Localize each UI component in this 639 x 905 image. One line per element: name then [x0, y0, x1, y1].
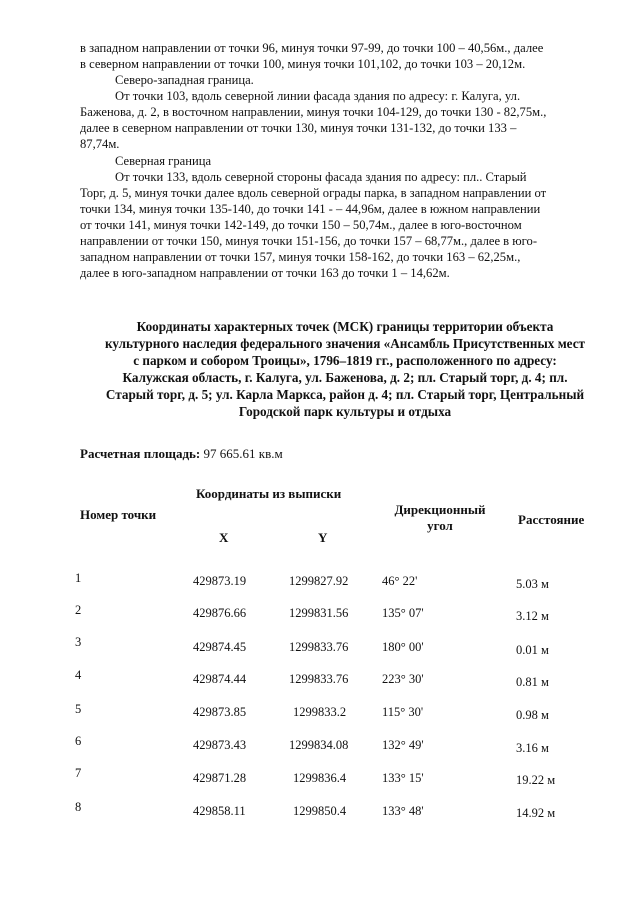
- cell-y: 1299827.92: [289, 574, 349, 588]
- cell-angle: 133° 15': [382, 771, 424, 785]
- north-line: Торг, д. 5, минуя точки далее вдоль северной ограды парка, в западном направлении от: [80, 186, 547, 200]
- cell-angle: 180° 00': [382, 640, 424, 654]
- cell-y: 1299834.08: [289, 738, 349, 752]
- cell-point-number: 3: [75, 635, 82, 649]
- cell-y: 1299833.2: [293, 705, 347, 719]
- north-line: далее в юго-западном направлении от точки 163 до точки 1 – 14,62м.: [80, 266, 450, 280]
- cell-x: 429873.43: [193, 738, 247, 752]
- cell-x: 429876.66: [193, 606, 247, 620]
- cell-point-number: 2: [75, 603, 82, 617]
- cell-distance: 3.16 м: [516, 741, 549, 755]
- cell-point-number: 4: [75, 668, 82, 682]
- cell-angle: 115° 30': [382, 705, 424, 719]
- heading-line: Городской парк культуры и отдыха: [238, 404, 452, 419]
- cell-x: 429871.28: [193, 771, 247, 785]
- area-label: Расчетная площадь:: [80, 446, 201, 461]
- calculated-area: [80, 446, 283, 462]
- north-line: от точки 141, минуя точки 142-149, до точки 150 – 50,74м., далее в юго-восточном: [80, 218, 522, 232]
- cell-angle: 133° 48': [382, 804, 424, 818]
- header-x: X: [219, 530, 229, 545]
- heading-line: Калужская область, г. Калуга, ул. Баженова, д. 2; пл. Старый торг, д. 4; пл.: [122, 370, 568, 385]
- cell-y: 1299836.4: [293, 771, 347, 785]
- cell-distance: 3.12 м: [516, 609, 549, 623]
- header-coordinates: Координаты из выписки: [196, 486, 342, 501]
- cell-distance: 0.01 м: [516, 643, 549, 657]
- cell-distance: 5.03 м: [516, 577, 549, 591]
- intro-line: в северном направлении от точки 100, минуя точки 101,102, до точки 103 – 20,12м.: [80, 57, 526, 71]
- cell-angle: 135° 07': [382, 606, 424, 620]
- north-line: западном направлении от точки 157, минуя точки 158-162, до точки 163 – 62,25м.,: [80, 250, 521, 264]
- cell-y: 1299833.76: [289, 672, 349, 686]
- northwest-section: [80, 72, 604, 152]
- cell-point-number: 1: [75, 571, 82, 585]
- cell-y: 1299831.56: [289, 606, 349, 620]
- north-line: точки 134, минуя точки 135-140, до точки 141 - – 44,96м, далее в южном направлении: [80, 202, 541, 216]
- cell-point-number: 5: [75, 702, 82, 716]
- cell-angle: 223° 30': [382, 672, 424, 686]
- northwest-line: Баженова, д. 2, в восточном направлении, минуя точки 104-129, до точки 130 - 82,75м.,: [80, 105, 547, 119]
- cell-y: 1299850.4: [293, 804, 347, 818]
- cell-point-number: 8: [75, 800, 82, 814]
- cell-x: 429858.11: [193, 804, 246, 818]
- header-direction-angle: [385, 502, 495, 534]
- coordinates-heading: [75, 318, 615, 420]
- cell-angle: 132° 49': [382, 738, 424, 752]
- cell-angle: 46° 22': [382, 574, 418, 588]
- intro-paragraph: [80, 40, 604, 72]
- cell-distance: 19.22 м: [516, 773, 556, 787]
- header-angle-line: Дирекционный: [394, 502, 486, 517]
- northwest-title: Северо-западная граница.: [115, 73, 254, 87]
- cell-x: 429873.85: [193, 705, 247, 719]
- intro-line: в западном направлении от точки 96, минуя точки 97-99, до точки 100 – 40,56м., далее: [80, 41, 544, 55]
- cell-x: 429873.19: [193, 574, 247, 588]
- area-value: 97 665.61 кв.м: [203, 446, 283, 461]
- cell-point-number: 7: [75, 766, 82, 780]
- header-angle-line: угол: [427, 518, 453, 533]
- cell-y: 1299833.76: [289, 640, 349, 654]
- header-point-number: Номер точки: [80, 507, 157, 522]
- cell-distance: 0.81 м: [516, 675, 549, 689]
- northwest-line: далее в северном направлении от точки 130, минуя точки 131-132, до точки 133 –: [80, 121, 517, 135]
- north-title: Северная граница: [115, 154, 212, 168]
- cell-x: 429874.44: [193, 672, 247, 686]
- north-section: [80, 153, 604, 281]
- heading-line: с парком и собором Троицы», 1796–1819 гг., расположенного по адресу:: [133, 353, 557, 368]
- north-line: От точки 133, вдоль северной стороны фасада здания по адресу: пл.. Старый: [115, 170, 527, 184]
- heading-line: Координаты характерных точек (МСК) границы территории объекта: [136, 319, 554, 334]
- cell-point-number: 6: [75, 734, 82, 748]
- north-line: направлении от точки 150, минуя точки 151-156, до точки 157 – 68,77м., далее в юго-: [80, 234, 538, 248]
- cell-distance: 0.98 м: [516, 708, 549, 722]
- cell-distance: 14.92 м: [516, 806, 556, 820]
- northwest-line: От точки 103, вдоль северной линии фасада здания по адресу: г. Калуга, ул.: [115, 89, 521, 103]
- heading-line: культурного наследия федерального значения «Ансамбль Присутственных мест: [104, 336, 586, 351]
- header-y: Y: [318, 530, 328, 545]
- northwest-line: 87,74м.: [80, 137, 120, 151]
- heading-line: Старый торг, д. 5; ул. Карла Маркса, район д. 4; пл. Старый торг, Центральный: [105, 387, 585, 402]
- header-distance: Расстояние: [518, 512, 585, 527]
- cell-x: 429874.45: [193, 640, 247, 654]
